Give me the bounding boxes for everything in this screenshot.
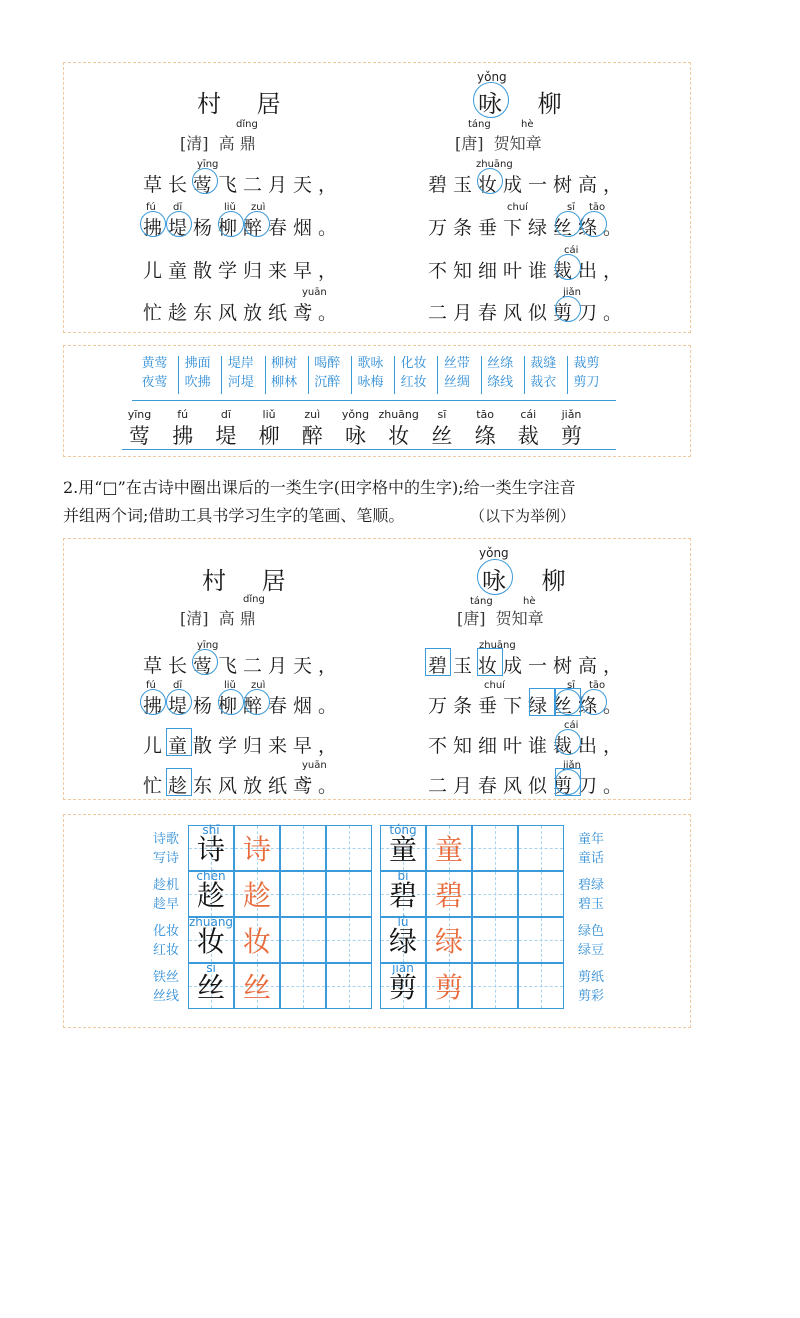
practice-word: 童话 — [577, 851, 604, 866]
word-pair — [222, 354, 259, 392]
char-glyph: 裁 — [517, 424, 539, 448]
char-pinyin: yǒng — [341, 408, 370, 421]
word-item: 柳树 — [271, 356, 298, 371]
circle-mark — [581, 689, 607, 715]
practice-char: 童 — [388, 833, 417, 866]
circle-mark — [555, 296, 581, 322]
word-item: 剪刀 — [573, 375, 600, 390]
practice-words — [571, 830, 611, 868]
practice-pinyin: lǜ — [397, 915, 409, 929]
practice-word: 绿豆 — [577, 943, 604, 958]
pinyin-si: sī — [567, 680, 575, 691]
poem-box-1 — [63, 62, 691, 333]
word-separator — [221, 356, 222, 394]
word-item: 绦线 — [487, 375, 514, 390]
pinyin-zhuang: zhuāng — [476, 159, 513, 170]
instruction-line-1: 2.用“□”在古诗中圈出课后的一类生字(田字格中的生字);给一类生字注音 — [63, 478, 576, 497]
circle-mark — [166, 211, 192, 237]
pinyin-ding: dǐng — [236, 119, 258, 130]
tianzige-cell — [326, 871, 372, 917]
practice-word: 趁早 — [152, 897, 179, 912]
practice-words — [571, 876, 611, 914]
tianzige-cell — [326, 963, 372, 1009]
square-mark — [477, 648, 503, 676]
word-item: 裁剪 — [573, 356, 600, 371]
tianzige-cell — [472, 963, 518, 1009]
word-pair — [136, 354, 173, 392]
char-glyph: 剪 — [561, 424, 582, 448]
char-glyph: 拂 — [172, 424, 194, 448]
word-separator — [178, 356, 179, 394]
practice-pinyin: jiǎn — [392, 961, 414, 975]
word-separator — [394, 356, 395, 394]
practice-word: 碧玉 — [577, 897, 604, 912]
pinyin-ying: yīng — [197, 640, 219, 651]
char-glyph: 柳 — [258, 424, 280, 448]
word-item: 拂面 — [184, 356, 211, 371]
practice-word: 铁丝 — [152, 970, 179, 985]
practice-words — [571, 922, 611, 960]
char-pinyin: fú — [177, 408, 189, 421]
word-pair — [438, 354, 475, 392]
word-item: 化妆 — [400, 356, 427, 371]
char-glyph: 妆 — [388, 424, 410, 448]
word-separator — [481, 356, 482, 394]
poem-line: 拂堤杨柳醉春烟。 — [143, 695, 344, 717]
poem-line: 草长莺飞二月天， — [143, 655, 344, 677]
square-mark — [529, 688, 555, 716]
tianzige-cell — [326, 825, 372, 871]
word-pair — [352, 354, 389, 392]
circle-mark — [555, 729, 581, 755]
pinyin-di: dī — [173, 202, 183, 213]
char-pinyin: tāo — [476, 408, 494, 421]
pinyin-yuan: yuān — [302, 760, 327, 771]
circle-mark — [555, 769, 581, 795]
practice-char: 丝 — [196, 971, 225, 1004]
practice-char-trace: 诗 — [242, 833, 271, 866]
word-separator — [351, 356, 352, 394]
tianzige-cell — [518, 825, 564, 871]
char-pinyin: cái — [520, 408, 537, 421]
practice-words — [146, 922, 186, 960]
tianzige-cell — [280, 825, 326, 871]
practice-words — [571, 968, 611, 1006]
practice-word: 诗歌 — [152, 832, 179, 847]
circle-mark — [477, 168, 503, 194]
instruction-note: （以下为举例） — [470, 507, 576, 525]
pinyin-ding: dǐng — [243, 594, 265, 605]
practice-word: 剪纸 — [577, 970, 604, 985]
tianzige-cell — [518, 963, 564, 1009]
word-pair — [525, 354, 562, 392]
pinyin-chui: chuí — [507, 202, 528, 213]
tianzige-cell — [518, 917, 564, 963]
practice-char-trace: 趁 — [242, 879, 271, 912]
tianzige-cell — [472, 825, 518, 871]
word-separator — [308, 356, 309, 394]
tianzige-cell — [280, 871, 326, 917]
pinyin-jian: jiǎn — [563, 760, 582, 771]
circle-mark — [244, 689, 270, 715]
word-item: 喝醉 — [314, 356, 341, 371]
circle-mark — [192, 168, 218, 194]
instruction-line-2: 并组两个词;借助工具书学习生字的笔画、笔顺。 — [63, 506, 405, 525]
word-item: 裁缝 — [530, 356, 557, 371]
practice-char-trace: 童 — [434, 833, 463, 866]
word-pair — [309, 354, 346, 392]
pinyin-yong: yǒng — [479, 546, 509, 560]
poem-line: 忙趁东风放纸鸢。 — [143, 302, 344, 324]
word-item: 夜莺 — [141, 375, 168, 390]
tianzige-cell — [280, 917, 326, 963]
pinyin-chui: chuí — [484, 680, 505, 691]
tianzige-cell — [472, 871, 518, 917]
word-item: 丝绸 — [443, 375, 470, 390]
circle-mark — [477, 559, 513, 595]
practice-char-trace: 丝 — [242, 971, 271, 1004]
pinyin-si: sī — [567, 202, 575, 213]
word-underline — [132, 400, 616, 401]
pinyin-yuan: yuān — [302, 287, 327, 298]
char-pinyin: zhuāng — [378, 408, 419, 421]
poem-line: 碧玉妆成一树高， — [428, 655, 629, 677]
word-separator — [437, 356, 438, 394]
poem-line: 万条垂下绿丝绦。 — [428, 217, 629, 239]
poem-line: 拂堤杨柳醉春烟。 — [143, 217, 344, 239]
char-pinyin: sī — [437, 408, 447, 421]
poem-line: 万条垂下绿丝绦。 — [428, 695, 629, 717]
poem-title-yongliu: 咏 柳 — [482, 567, 580, 595]
word-item: 吹拂 — [184, 375, 211, 390]
tianzige-cell — [472, 917, 518, 963]
poem-line: 儿童散学归来早， — [143, 735, 344, 757]
practice-word: 丝线 — [152, 989, 179, 1004]
practice-pinyin: chèn — [196, 869, 226, 883]
word-item: 黄莺 — [141, 356, 168, 371]
word-pair — [179, 354, 216, 392]
practice-char: 剪 — [388, 971, 417, 1004]
word-item: 裁衣 — [530, 375, 557, 390]
circle-mark — [244, 211, 270, 237]
tianzige-cell — [518, 871, 564, 917]
square-mark — [425, 648, 451, 676]
practice-word: 红妆 — [152, 943, 179, 958]
word-item: 河堤 — [227, 375, 254, 390]
circle-mark — [192, 649, 218, 675]
practice-words — [146, 968, 186, 1006]
tianzige-cell — [326, 917, 372, 963]
circle-mark — [140, 689, 166, 715]
practice-word: 绿色 — [577, 924, 604, 939]
word-item: 柳林 — [271, 375, 298, 390]
practice-word: 写诗 — [152, 851, 179, 866]
word-separator — [524, 356, 525, 394]
word-item: 丝带 — [443, 356, 470, 371]
practice-char: 妆 — [196, 925, 225, 958]
poem-author-yongliu: [唐] 贺知章 — [455, 134, 542, 153]
pinyin-cai: cái — [564, 720, 579, 731]
square-mark — [166, 768, 192, 796]
practice-word: 碧绿 — [577, 878, 604, 893]
circle-mark — [555, 254, 581, 280]
pinyin-tao: tāo — [589, 202, 606, 213]
practice-word: 童年 — [577, 832, 604, 847]
square-mark — [166, 728, 192, 756]
poem-title-yongliu: 咏 柳 — [478, 90, 576, 118]
circle-mark — [555, 211, 581, 237]
poem-author-yongliu: [唐] 贺知章 — [457, 609, 544, 628]
practice-char-trace: 剪 — [434, 971, 463, 1004]
poem-author-cunju: [清] 高 鼎 — [180, 134, 256, 153]
poem-author-cunju: [清] 高 鼎 — [180, 609, 256, 628]
practice-word: 化妆 — [152, 924, 179, 939]
pinyin-fu: fú — [146, 680, 156, 691]
practice-char-trace: 绿 — [434, 925, 463, 958]
char-pinyin: liǔ — [262, 408, 276, 421]
poem-line: 二月春风似剪刀。 — [428, 302, 629, 324]
pinyin-tang: táng — [468, 119, 491, 130]
pinyin-yong: yǒng — [477, 70, 507, 84]
circle-mark — [581, 211, 607, 237]
word-item: 歌咏 — [357, 356, 384, 371]
circle-mark — [166, 689, 192, 715]
word-pair — [482, 354, 519, 392]
pinyin-liu: liǔ — [224, 680, 236, 691]
char-glyph: 咏 — [345, 424, 366, 448]
char-glyph: 莺 — [129, 424, 150, 448]
circle-mark — [140, 211, 166, 237]
word-pair — [395, 354, 432, 392]
word-item: 沉醉 — [314, 375, 341, 390]
char-glyph: 绦 — [474, 424, 496, 448]
pinyin-fu: fú — [146, 202, 156, 213]
practice-pinyin: tóng — [389, 823, 417, 837]
word-item: 红妆 — [400, 375, 427, 390]
poem-line: 碧玉妆成一树高， — [428, 174, 629, 196]
practice-char-trace: 碧 — [434, 879, 463, 912]
char-pinyin: yīng — [127, 408, 152, 421]
word-item: 丝绦 — [487, 356, 514, 371]
practice-pinyin: sī — [206, 961, 216, 975]
pinyin-jian: jiǎn — [563, 287, 582, 298]
practice-words — [146, 876, 186, 914]
pinyin-ying: yīng — [197, 159, 219, 170]
practice-char: 绿 — [388, 925, 417, 958]
pinyin-tao: tāo — [589, 680, 606, 691]
char-glyph: 醉 — [301, 424, 323, 448]
circle-mark — [218, 211, 244, 237]
char-glyph: 丝 — [431, 424, 453, 448]
poem-title-cunju: 村 居 — [197, 90, 295, 118]
pinyin-zui: zuì — [251, 202, 266, 213]
poem-title-cunju: 村 居 — [202, 567, 300, 595]
practice-char: 趁 — [196, 879, 225, 912]
poem-line: 草长莺飞二月天， — [143, 174, 344, 196]
practice-char: 碧 — [388, 879, 417, 912]
pinyin-liu: liǔ — [224, 202, 236, 213]
word-pair — [568, 354, 605, 392]
pinyin-di: dī — [173, 680, 183, 691]
pinyin-tang: táng — [470, 596, 493, 607]
word-item: 堤岸 — [227, 356, 254, 371]
pinyin-he: hè — [523, 596, 536, 607]
practice-pinyin: zhuāng — [188, 915, 234, 929]
word-pair — [266, 354, 303, 392]
poem-line: 儿童散学归来早， — [143, 260, 344, 282]
word-separator — [265, 356, 266, 394]
pinyin-zhuang: zhuāng — [479, 640, 516, 651]
tianzige-cell — [280, 963, 326, 1009]
char-pinyin: dī — [220, 408, 231, 421]
practice-pinyin: shī — [202, 823, 220, 837]
poem-line: 不知细叶谁裁出， — [428, 735, 629, 757]
circle-mark — [473, 82, 509, 118]
char-glyph: 堤 — [215, 424, 237, 448]
poem-line: 不知细叶谁裁出， — [428, 260, 629, 282]
practice-word: 剪彩 — [577, 989, 604, 1004]
pinyin-he: hè — [521, 119, 534, 130]
poem-line: 忙趁东风放纸鸢。 — [143, 775, 344, 797]
pinyin-zui: zuì — [251, 680, 266, 691]
practice-words — [146, 830, 186, 868]
practice-char: 诗 — [196, 833, 225, 866]
char-pinyin: zuì — [304, 408, 321, 421]
practice-pinyin: bì — [397, 869, 409, 883]
practice-word: 趁机 — [152, 878, 179, 893]
circle-mark — [218, 689, 244, 715]
word-item: 咏梅 — [357, 375, 384, 390]
practice-char-trace: 妆 — [242, 925, 271, 958]
poem-line: 二月春风似剪刀。 — [428, 775, 629, 797]
char-pinyin: jiǎn — [561, 408, 582, 421]
circle-mark — [555, 689, 581, 715]
word-separator — [567, 356, 568, 394]
pinyin-cai: cái — [564, 245, 579, 256]
